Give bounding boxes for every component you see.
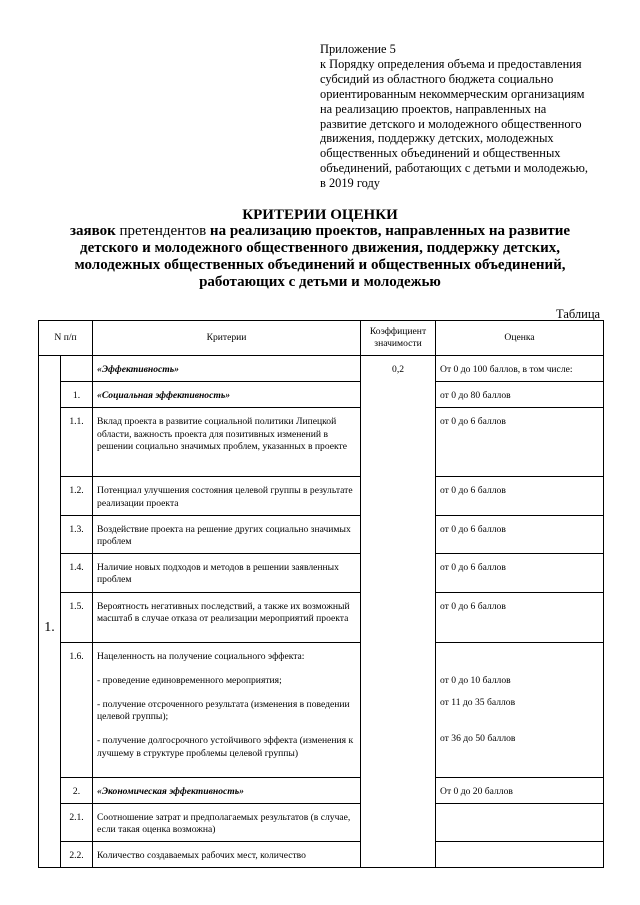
row-num [61, 356, 93, 382]
table-row [39, 515, 604, 553]
row-coef: 0,2 [361, 356, 436, 868]
subtitle-plain: претендентов [115, 223, 210, 239]
row-score [436, 803, 604, 841]
subtitle-line-3: молодежных общественных объединений и общественных объединений, [74, 257, 566, 273]
row-score [436, 642, 604, 777]
appendix-line: Приложение 5 [320, 42, 396, 56]
header-criterion: Критерии [93, 321, 361, 356]
appendix-line: субсидий из областного бюджета социально [320, 71, 554, 86]
table-row [39, 554, 604, 592]
row-criterion: Воздействие проекта на решение других социально значимых проблем [93, 515, 361, 553]
row-criterion: Вероятность негативных последствий, а также их возможный масштаб в случае отказа от реализации мероприятий проекта [93, 592, 361, 642]
appendix-line: ориентированным некоммерческим организациям [320, 86, 585, 101]
row-score: от 0 до 6 баллов [436, 592, 604, 642]
table-label: Таблица [556, 307, 601, 321]
appendix-line: к Порядку определения объема и предоставления [320, 56, 582, 71]
row-criterion: «Экономическая эффективность» [93, 777, 361, 803]
table-row [39, 356, 604, 382]
appendix-line: общественных объединений и общественных [320, 146, 561, 161]
row-score: от 0 до 6 баллов [436, 477, 604, 515]
table-row [39, 477, 604, 515]
table-row [39, 382, 604, 408]
row-criterion: Количество создаваемых рабочих мест, количество [93, 842, 361, 868]
table-row [39, 803, 604, 841]
row-criterion: «Эффективность» [93, 356, 361, 382]
subtitle-prefix: заявок [69, 223, 116, 239]
subtitle-rest: на реализацию проектов, направленных на развитие [209, 223, 571, 239]
row-score: От 0 до 20 баллов [436, 777, 604, 803]
subtitle-line-1 [40, 223, 600, 240]
row-score: от 0 до 6 баллов [436, 554, 604, 592]
appendix-line: на реализацию проектов, направленных на [320, 101, 547, 116]
group-number: 1. [39, 356, 61, 868]
score-item: от 0 до 10 баллов [440, 674, 511, 686]
row-num: 1.3. [61, 515, 93, 553]
row-score: от 0 до 6 баллов [436, 408, 604, 477]
row-num: 2.1. [61, 803, 93, 841]
row-criterion: Соотношение затрат и предполагаемых результатов (в случае, если такая оценка возможна) [93, 803, 361, 841]
criterion-item: - получение отсроченного результата (изменения в поведении целевой группы); [97, 699, 350, 723]
page-subtitle [40, 223, 600, 291]
table-row [39, 408, 604, 477]
row-score: от 0 до 80 баллов [436, 382, 604, 408]
criterion-intro: Нацеленность на получение социального эффекта: [97, 650, 305, 662]
header-coef: Коэффициент значимости [361, 321, 436, 356]
row-criterion: Наличие новых подходов и методов в решении заявленных проблем [93, 554, 361, 592]
row-num: 1.2. [61, 477, 93, 515]
row-score: от 0 до 6 баллов [436, 515, 604, 553]
criteria-table [38, 320, 604, 868]
criterion-item: - получение долгосрочного устойчивого эффекта (изменения к лучшему в структуре проблемы целевой группы) [97, 735, 354, 759]
row-num: 1.5. [61, 592, 93, 642]
row-criterion: Потенциал улучшения состояния целевой группы в результате реализации проекта [93, 477, 361, 515]
row-num: 2.2. [61, 842, 93, 868]
header-num: N п/п [39, 321, 93, 356]
table-row [39, 777, 604, 803]
row-num: 1.4. [61, 554, 93, 592]
table-row [39, 592, 604, 642]
row-criterion [93, 642, 361, 777]
table-row [39, 642, 604, 777]
row-criterion: «Социальная эффективность» [93, 382, 361, 408]
criterion-item: - проведение единовременного мероприятия; [97, 674, 282, 686]
table-header-row [39, 321, 604, 356]
row-num: 2. [61, 777, 93, 803]
appendix-line: развитие детского и молодежного общественного [320, 116, 582, 131]
score-item: от 11 до 35 баллов [440, 696, 516, 708]
subtitle-line-4: работающих с детьми и молодежью [199, 274, 441, 290]
row-criterion: Вклад проекта в развитие социальной политики Липецкой области, важность проекта для позитивных изменений в решении социально значимых проблем, указанных в проекте [93, 408, 361, 477]
appendix-line: в 2019 году [320, 176, 380, 191]
appendix-line: движения, поддержку детских, молодежных [320, 131, 554, 146]
score-item: от 36 до 50 баллов [440, 733, 516, 745]
appendix-line: объединений, работающих с детьми и молодежью, [320, 161, 588, 176]
row-score: От 0 до 100 баллов, в том числе: [436, 356, 604, 382]
appendix-block [320, 42, 620, 191]
row-num: 1.1. [61, 408, 93, 477]
table-row [39, 842, 604, 868]
row-num: 1.6. [61, 642, 93, 777]
row-score [436, 842, 604, 868]
row-num: 1. [61, 382, 93, 408]
subtitle-line-2: детского и молодежного общественного движения, поддержку детских, [80, 240, 560, 256]
header-score: Оценка [436, 321, 604, 356]
page-title: КРИТЕРИИ ОЦЕНКИ [242, 207, 398, 223]
